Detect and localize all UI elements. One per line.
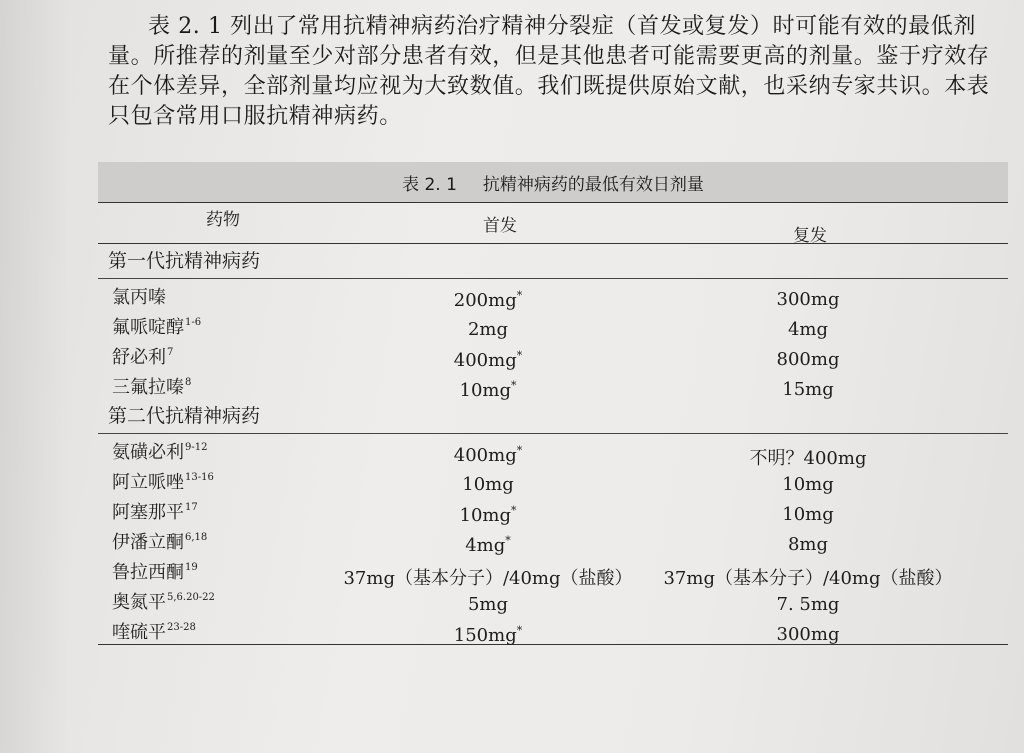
first-episode-dose-cell	[338, 504, 638, 526]
relapse-dose: 不明？400mg	[749, 448, 867, 469]
first-episode-dose: 200mg	[453, 290, 517, 311]
footnote-asterisk: *	[511, 379, 517, 392]
reference-superscript: 6,18	[185, 532, 208, 543]
first-episode-dose: 5mg	[467, 594, 509, 615]
reference-superscript: 17	[185, 502, 198, 513]
drug-name: 奥氮平	[112, 592, 166, 613]
drug-name: 舒必利	[112, 347, 166, 368]
relapse-dose: 800mg	[776, 349, 840, 370]
footnote-asterisk: *	[505, 534, 511, 547]
reference-superscript: 1-6	[185, 317, 202, 328]
first-episode-dose: 4mg	[465, 535, 506, 556]
relapse-dose: 10mg	[782, 504, 834, 525]
table-number: 表 2. 1	[402, 174, 457, 195]
first-episode-dose-cell	[338, 289, 638, 311]
drug-name: 阿立哌唑	[112, 472, 184, 493]
footnote-asterisk: *	[516, 349, 523, 362]
table-row	[98, 464, 1008, 494]
first-episode-dose: 10mg	[459, 505, 511, 526]
table-row	[98, 554, 1008, 589]
first-episode-dose-cell	[338, 319, 638, 340]
table-row	[98, 614, 1008, 644]
relapse-dose: 8mg	[787, 534, 829, 555]
first-episode-dose-cell	[338, 594, 638, 615]
drug-name-cell	[112, 468, 214, 494]
header-relapse: 复发	[793, 226, 827, 246]
first-episode-dose-cell	[338, 379, 638, 401]
page-shadow	[0, 0, 70, 753]
table-row	[98, 494, 1008, 524]
table-row	[98, 279, 1008, 309]
footnote-asterisk: *	[516, 444, 523, 457]
header-first-episode: 首发	[483, 216, 517, 236]
intro-line: 表 2. 1 列出了常用抗精神病药治疗精神分裂症（首发或复发）时可能有效的最低剂	[148, 14, 976, 39]
relapse-dose: 300mg	[776, 624, 840, 645]
relapse-dose: 7. 5mg	[776, 594, 840, 615]
drug-name-cell	[112, 373, 191, 399]
drug-name: 三氟拉嗪	[112, 377, 184, 398]
footnote-asterisk: *	[516, 624, 523, 637]
dose-table	[98, 162, 1008, 645]
first-episode-dose-cell	[338, 444, 638, 466]
intro-line: 只包含常用口服抗精神病药。	[108, 104, 402, 129]
section-heading: 第二代抗精神病药	[98, 399, 1008, 434]
first-episode-dose: 2mg	[467, 319, 509, 340]
drug-name: 伊潘立酮	[112, 532, 184, 553]
first-episode-dose-cell	[338, 349, 638, 371]
drug-name-cell	[112, 498, 198, 524]
header-drug: 药物	[206, 210, 240, 230]
first-episode-dose: 10mg	[459, 380, 511, 401]
drug-name-cell	[112, 343, 173, 369]
drug-name-cell	[112, 438, 207, 464]
reference-superscript: 8	[185, 377, 192, 388]
reference-superscript: 7	[167, 347, 174, 358]
drug-name-cell	[112, 528, 207, 554]
first-episode-dose-cell	[338, 534, 638, 556]
drug-name-cell	[112, 313, 201, 339]
first-episode-dose-cell	[338, 624, 638, 646]
first-episode-dose: 400mg	[453, 350, 517, 371]
drug-name: 氨磺必利	[112, 442, 184, 463]
drug-name: 阿塞那平	[112, 502, 184, 523]
drug-name: 氯丙嗪	[112, 287, 166, 308]
reference-superscript: 9-12	[185, 442, 208, 453]
footnote-asterisk: *	[511, 504, 517, 517]
table-title: 抗精神病药的最低有效日剂量	[482, 174, 704, 195]
relapse-dose: 300mg	[776, 289, 840, 310]
drug-name-cell	[112, 618, 196, 644]
table-row	[98, 524, 1008, 554]
reference-superscript: 5,6.20-22	[167, 592, 215, 603]
table-row	[98, 584, 1008, 614]
table-body	[98, 244, 1008, 644]
table-header	[98, 203, 1008, 244]
table-row	[98, 434, 1008, 469]
relapse-dose: 4mg	[787, 319, 829, 340]
drug-name-cell	[112, 283, 166, 309]
intro-paragraph	[108, 12, 1013, 132]
table-row	[98, 369, 1008, 399]
relapse-dose: 37mg（基本分子）/40mg（盐酸）	[663, 568, 953, 589]
reference-superscript: 13-16	[185, 472, 214, 483]
reference-superscript: 19	[185, 562, 198, 573]
drug-name: 氟哌啶醇	[112, 317, 184, 338]
section-heading: 第一代抗精神病药	[98, 244, 1008, 279]
intro-line: 量。所推荐的剂量至少对部分患者有效，但是其他患者可能需要更高的剂量。鉴于疗效存	[108, 44, 990, 69]
drug-name-cell	[112, 558, 198, 584]
table-row	[98, 309, 1008, 339]
relapse-dose: 10mg	[782, 474, 834, 495]
first-episode-dose: 37mg（基本分子）/40mg（盐酸）	[343, 568, 633, 589]
relapse-dose: 15mg	[782, 379, 834, 400]
table-row	[98, 339, 1008, 369]
reference-superscript: 23-28	[167, 622, 196, 633]
first-episode-dose-cell	[338, 474, 638, 495]
footnote-asterisk: *	[516, 289, 523, 302]
first-episode-dose: 10mg	[462, 474, 514, 495]
first-episode-dose: 150mg	[453, 625, 517, 646]
drug-name: 鲁拉西酮	[112, 562, 184, 583]
intro-line: 在个体差异，全部剂量均应视为大致数值。我们既提供原始文献，也采纳专家共识。本表	[108, 74, 990, 99]
drug-name: 喹硫平	[112, 622, 166, 643]
first-episode-dose: 400mg	[453, 445, 517, 466]
table-caption	[98, 162, 1008, 203]
drug-name-cell	[112, 588, 215, 614]
